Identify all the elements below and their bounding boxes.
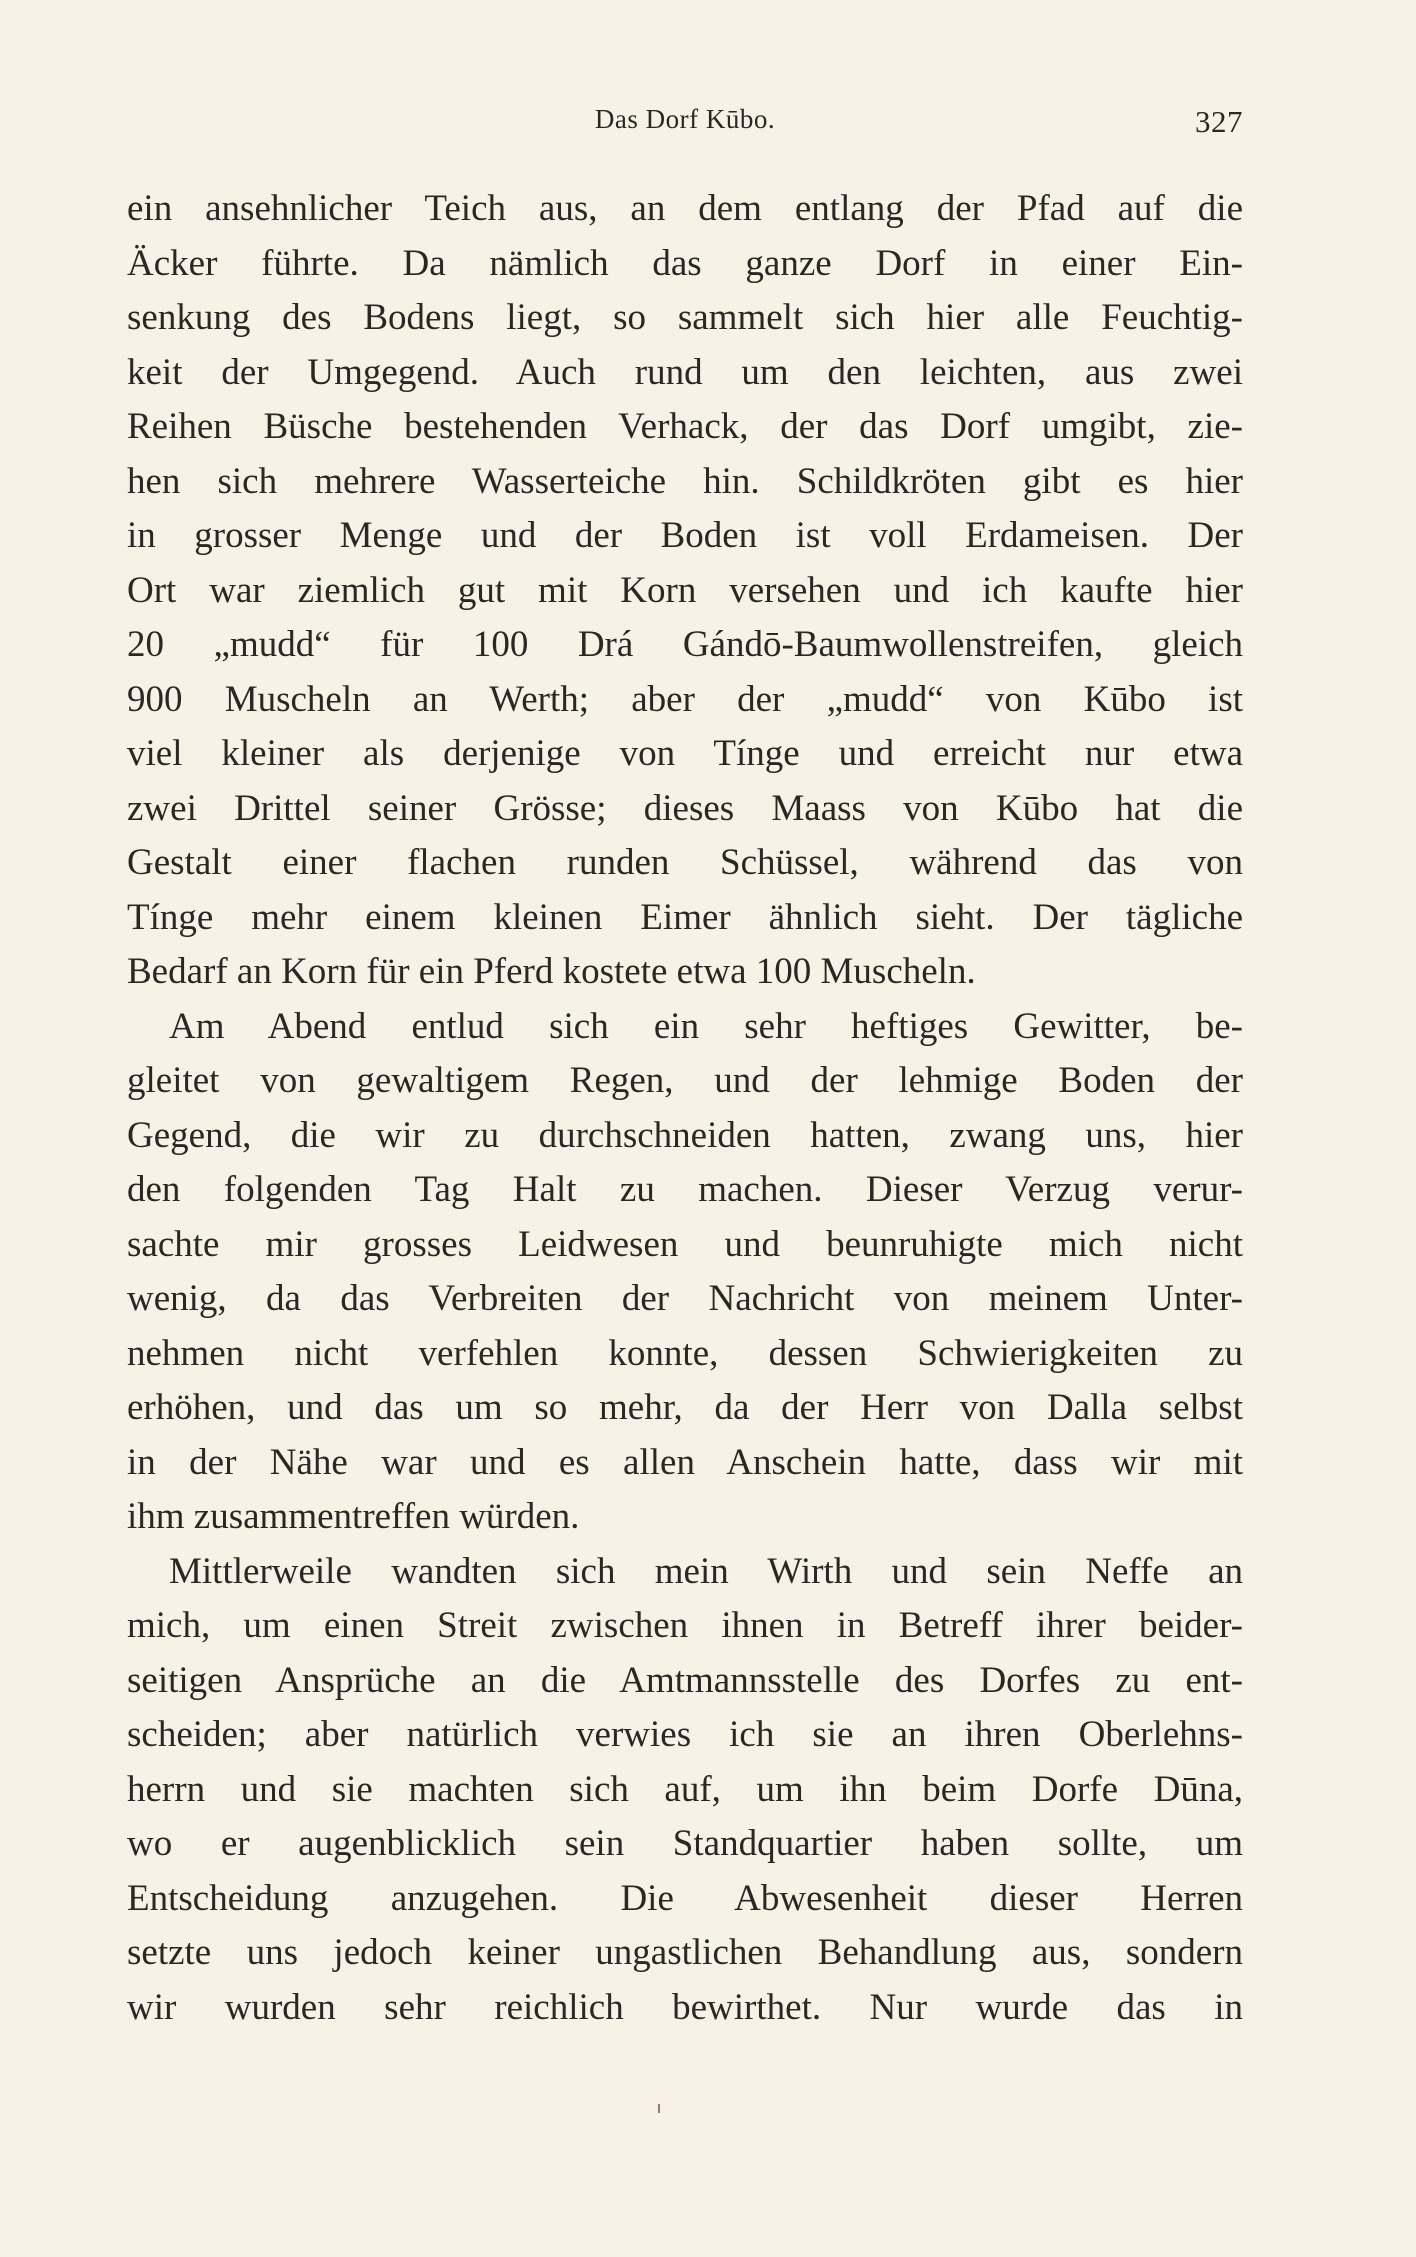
text-line: mich, um einen Streit zwischen ihnen in Betreff ihrer beider- (127, 1605, 1243, 1646)
text-line: den folgenden Tag Halt zu machen. Dieser Verzug verur- (127, 1169, 1243, 1210)
text-line: scheiden; aber natürlich verwies ich sie an ihren Oberlehns- (127, 1714, 1243, 1755)
text-line: in grosser Menge und der Boden ist voll Erdameisen. Der (127, 515, 1243, 556)
text-line: Entscheidung anzugehen. Die Abwesenheit dieser Herren (127, 1877, 1243, 1919)
text-line: seitigen Ansprüche an die Amtmannsstelle des Dorfes zu ent- (127, 1659, 1243, 1701)
text-line: nehmen nicht verfehlen konnte, dessen Schwierigkeiten zu (127, 1332, 1243, 1374)
text-line: Gestalt einer flachen runden Schüssel, während das von (127, 842, 1243, 883)
text-line: gleitet von gewaltigem Regen, und der lehmige Boden der (127, 1060, 1243, 1101)
text-line: Tínge mehr einem kleinen Eimer ähnlich sieht. Der tägliche (127, 896, 1243, 938)
text-line: setzte uns jedoch keiner ungastlichen Behandlung aus, sondern (127, 1932, 1243, 1973)
text-line: wir wurden sehr reichlich bewirthet. Nur wurde das in (127, 1986, 1243, 2028)
text-line: 900 Muscheln an Werth; aber der „mudd“ von Kūbo ist (127, 678, 1243, 720)
running-header (127, 104, 1243, 144)
running-title: Das Dorf Kūbo. (594, 104, 776, 134)
text-line: herrn und sie machten sich auf, um ihn beim Dorfe Dūna, (127, 1768, 1243, 1810)
text-line: Mittlerweile wandten sich mein Wirth und sein Neffe an (169, 1550, 1243, 1592)
text-line: ein ansehnlicher Teich aus, an dem entlang der Pfad auf die (127, 188, 1243, 229)
text-line: 20 „mudd“ für 100 Drá Gándō-Baumwollenstreifen, gleich (127, 624, 1243, 665)
body-text (127, 182, 1243, 2035)
text-line: Ort war ziemlich gut mit Korn versehen und ich kaufte hier (127, 569, 1243, 611)
text-line: Bedarf an Korn für ein Pferd kostete etwa 100 Muscheln. (127, 951, 976, 992)
text-line: sachte mir grosses Leidwesen und beunruhigte mich nicht (127, 1223, 1243, 1265)
text-line: hen sich mehrere Wasserteiche hin. Schildkröten gibt es hier (127, 460, 1243, 502)
text-line: wo er augenblicklich sein Standquartier haben sollte, um (127, 1823, 1243, 1864)
text-line: Äcker führte. Da nämlich das ganze Dorf in einer Ein- (127, 242, 1243, 284)
text-line: viel kleiner als derjenige von Tínge und erreicht nur etwa (127, 733, 1243, 774)
text-line: Am Abend entlud sich ein sehr heftiges Gewitter, be- (169, 1005, 1243, 1047)
text-line: Reihen Büsche bestehenden Verhack, der das Dorf umgibt, zie- (127, 406, 1243, 447)
page-number: 327 (1195, 104, 1243, 139)
text-line: ihm zusammentreffen würden. (127, 1496, 580, 1537)
text-line: wenig, da das Verbreiten der Nachricht von meinem Unter- (127, 1278, 1243, 1319)
print-speck (658, 2104, 660, 2113)
text-line: erhöhen, und das um so mehr, da der Herr von Dalla selbst (127, 1387, 1243, 1428)
text-line: in der Nähe war und es allen Anschein hatte, dass wir mit (127, 1441, 1243, 1483)
text-line: senkung des Bodens liegt, so sammelt sich hier alle Feuchtig- (127, 297, 1243, 338)
text-line: zwei Drittel seiner Grösse; dieses Maass von Kūbo hat die (127, 787, 1243, 829)
text-line: keit der Umgegend. Auch rund um den leichten, aus zwei (127, 351, 1243, 393)
text-line: Gegend, die wir zu durchschneiden hatten, zwang uns, hier (127, 1114, 1243, 1156)
